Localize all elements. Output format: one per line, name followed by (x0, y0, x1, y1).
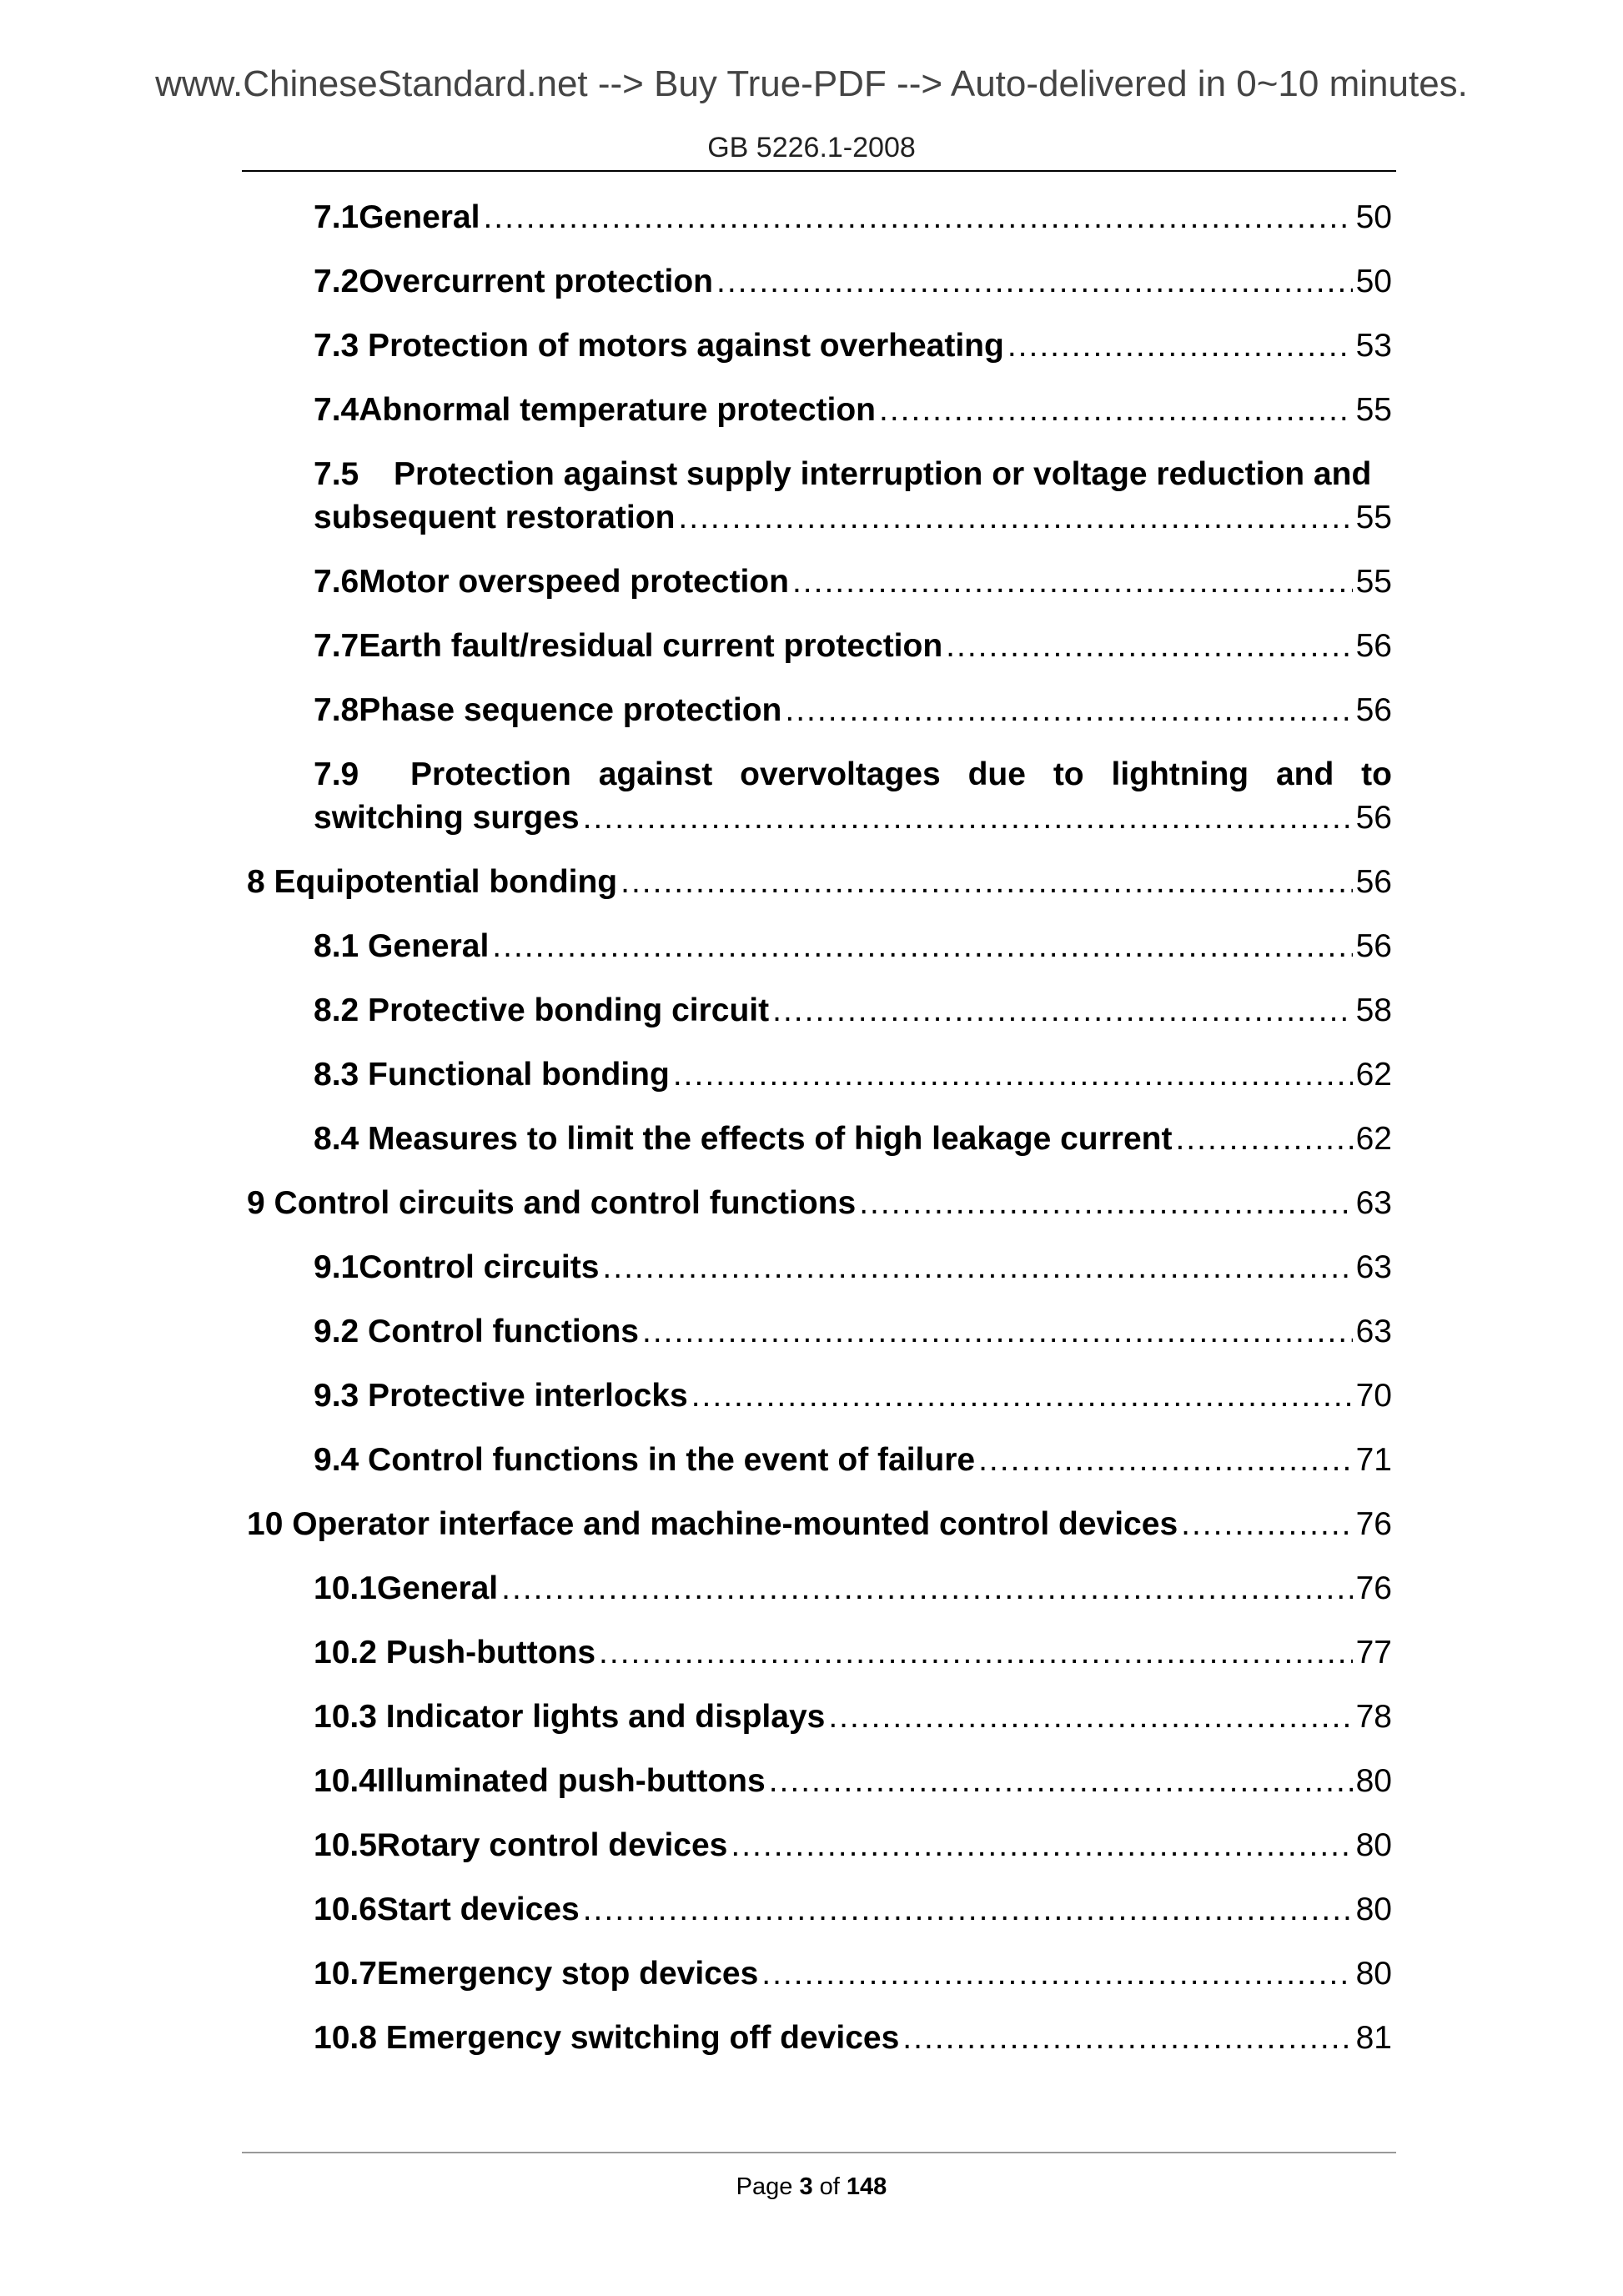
toc-leader (731, 1824, 1352, 1867)
toc-leader (599, 1631, 1353, 1675)
toc-title: 9.3 Protective interlocks (314, 1378, 688, 1414)
toc-entry-9-4[interactable] (314, 1439, 1392, 1482)
toc-title: Motor overspeed protection (359, 564, 789, 600)
toc-title: 8.1 General (314, 928, 490, 964)
toc-leader (673, 1053, 1353, 1097)
toc-entry-7-9[interactable] (314, 753, 1392, 840)
toc-page: 56 (1355, 864, 1392, 900)
toc-page: 62 (1355, 1121, 1392, 1157)
toc-title: General (359, 199, 480, 235)
toc-page: 80 (1355, 1892, 1392, 1927)
toc-leader (879, 389, 1353, 432)
toc-leader (492, 925, 1352, 968)
toc-entry-7-6[interactable] (314, 560, 1392, 604)
toc-title: 10.8 Emergency switching off devices (314, 2020, 900, 2056)
toc-entry-10-5[interactable] (314, 1824, 1392, 1867)
toc-entry-8-3[interactable] (314, 1053, 1392, 1097)
toc-title: 9.4 Control functions in the event of failure (314, 1442, 976, 1478)
toc-entry-9-3[interactable] (314, 1374, 1392, 1418)
toc-title: Start devices (376, 1892, 580, 1927)
toc-title: Control circuits (359, 1249, 600, 1285)
toc-leader (716, 260, 1353, 304)
toc-title: 7.3 Protection of motors against overheating (314, 328, 1004, 364)
toc-entry-10-1[interactable] (314, 1567, 1392, 1610)
toc-page: 58 (1355, 992, 1392, 1028)
toc-entry-10-7[interactable] (314, 1952, 1392, 1996)
toc-entry-10-4[interactable] (314, 1760, 1392, 1803)
toc-number: 10.5 (314, 1827, 377, 1863)
toc-title: Abnormal temperature protection (359, 392, 876, 428)
toc-number: 7.7 (314, 628, 359, 664)
toc-page: 56 (1355, 692, 1392, 728)
toc-page: 63 (1355, 1185, 1392, 1221)
toc-title-line1 (410, 753, 1392, 796)
toc-title: 10 Operator interface and machine-mounted control devices (247, 1506, 1178, 1542)
toc-entry-8-1[interactable] (314, 925, 1392, 968)
toc-leader (1181, 1503, 1352, 1546)
toc-leader (642, 1310, 1353, 1354)
toc-number: 7.1 (314, 199, 359, 235)
toc-number: 7.2 (314, 264, 359, 299)
toc-leader (978, 1439, 1353, 1482)
toc-entry-10-8[interactable] (314, 2017, 1392, 2060)
toc-page: 55 (1355, 564, 1392, 600)
toc-page: 55 (1355, 392, 1392, 428)
toc-page: 50 (1355, 264, 1392, 299)
toc-leader (946, 625, 1352, 668)
toc-title: General (376, 1570, 499, 1606)
toc-title-line1-text: Protection against overvoltages due to lightning and to (410, 756, 1392, 792)
toc-page: 56 (1355, 628, 1392, 664)
toc-page: 78 (1355, 1699, 1392, 1735)
toc-page: 76 (1355, 1570, 1392, 1606)
toc-leader (828, 1696, 1352, 1739)
toc-title: 8.3 Functional bonding (314, 1057, 670, 1093)
toc-title: 10.3 Indicator lights and displays (314, 1699, 826, 1735)
toc-leader (761, 1952, 1352, 1996)
page-footer (0, 2173, 1623, 2201)
toc-page: 80 (1355, 1763, 1392, 1799)
toc-title: 10.2 Push-buttons (314, 1635, 596, 1671)
toc-entry-9[interactable] (247, 1182, 1392, 1225)
toc-page: 62 (1355, 1057, 1392, 1093)
toc-page: 56 (1355, 928, 1392, 964)
toc-entry-7-7[interactable] (314, 625, 1392, 668)
toc-entry-10-3[interactable] (314, 1696, 1392, 1739)
footer-rule (242, 2152, 1396, 2153)
toc-number: 10.6 (314, 1892, 377, 1927)
toc-leader (602, 1246, 1352, 1289)
footer-total-pages: 148 (846, 2173, 887, 2200)
toc-leader (583, 1888, 1353, 1932)
toc-page: 71 (1355, 1442, 1392, 1478)
toc-title: 9 Control circuits and control functions (247, 1185, 857, 1221)
toc-entry-7-5[interactable] (314, 453, 1392, 540)
toc-leader (859, 1182, 1352, 1225)
toc-leader (583, 796, 1353, 840)
toc-leader (621, 861, 1352, 904)
toc-title: Overcurrent protection (359, 264, 713, 299)
toc-number: 7.9 (314, 756, 359, 792)
toc-page: 55 (1355, 500, 1392, 535)
toc-entry-10-2[interactable] (314, 1631, 1392, 1675)
footer-middle: of (812, 2173, 847, 2200)
toc-title: 9.2 Control functions (314, 1314, 639, 1349)
toc-title: Rotary control devices (376, 1827, 728, 1863)
toc-entry-9-2[interactable] (314, 1310, 1392, 1354)
toc-number: 10.7 (314, 1956, 377, 1992)
toc-title: Phase sequence protection (359, 692, 782, 728)
toc-leader (902, 2017, 1352, 2060)
toc-leader (1007, 324, 1353, 368)
toc-page: 56 (1355, 800, 1392, 836)
toc-title: 8.4 Measures to limit the effects of high leakage current (314, 1121, 1173, 1157)
toc-page: 81 (1355, 2020, 1392, 2056)
toc-title: Earth fault/residual current protection (359, 628, 943, 664)
toc-title: 8 Equipotential bonding (247, 864, 618, 900)
toc-entry-8-4[interactable] (314, 1118, 1392, 1161)
toc-number: 7.6 (314, 564, 359, 600)
footer-prefix: Page (736, 2173, 800, 2200)
toc-number: 9.1 (314, 1249, 359, 1285)
toc-page: 50 (1355, 199, 1392, 235)
toc-number: 10.4 (314, 1763, 377, 1799)
toc-leader (772, 989, 1352, 1032)
toc-entry-7-1[interactable] (314, 196, 1392, 239)
toc-page: 80 (1355, 1827, 1392, 1863)
toc-title: 8.2 Protective bonding circuit (314, 992, 770, 1028)
toc-entry-10-6[interactable] (314, 1888, 1392, 1932)
toc-page: 63 (1355, 1314, 1392, 1349)
standard-id: GB 5226.1-2008 (707, 132, 916, 163)
toc-page: 77 (1355, 1635, 1392, 1671)
toc-page: 70 (1355, 1378, 1392, 1414)
toc-entry-7-3[interactable] (314, 324, 1392, 368)
toc-page: 53 (1355, 328, 1392, 364)
toc-leader (785, 689, 1352, 732)
toc-number: 7.5 (314, 456, 359, 492)
footer-current-page: 3 (799, 2173, 813, 2200)
toc-title-line1: Protection against supply interruption or voltage reduction and (394, 456, 1372, 492)
toc-page: 76 (1355, 1506, 1392, 1542)
toc-title-line2: subsequent restoration (314, 500, 676, 535)
toc-entry-7-2[interactable] (314, 260, 1392, 304)
toc-title-line2: switching surges (314, 800, 580, 836)
toc-entry-7-8[interactable] (314, 689, 1392, 732)
toc-entry-10[interactable] (247, 1503, 1392, 1546)
toc-entry-8[interactable] (247, 861, 1392, 904)
toc-title: Emergency stop devices (376, 1956, 759, 1992)
toc-number: 10.1 (314, 1570, 377, 1606)
toc-leader (501, 1567, 1352, 1610)
toc-entry-8-2[interactable] (314, 989, 1392, 1032)
toc-page: 80 (1355, 1956, 1392, 1992)
toc-leader (483, 196, 1352, 239)
toc-number: 7.8 (314, 692, 359, 728)
toc-leader (1175, 1118, 1352, 1161)
toc-leader (792, 560, 1353, 604)
toc-page: 63 (1355, 1249, 1392, 1285)
toc-number: 7.4 (314, 392, 359, 428)
toc-entry-9-1[interactable] (314, 1246, 1392, 1289)
toc-leader (678, 496, 1352, 540)
source-banner: www.ChineseStandard.net --> Buy True-PDF --> Auto-delivered in 0~10 minutes. (155, 63, 1468, 104)
toc-entry-7-4[interactable] (314, 389, 1392, 432)
toc-title: Illuminated push-buttons (376, 1763, 766, 1799)
toc-leader (769, 1760, 1353, 1803)
toc-leader (691, 1374, 1353, 1418)
